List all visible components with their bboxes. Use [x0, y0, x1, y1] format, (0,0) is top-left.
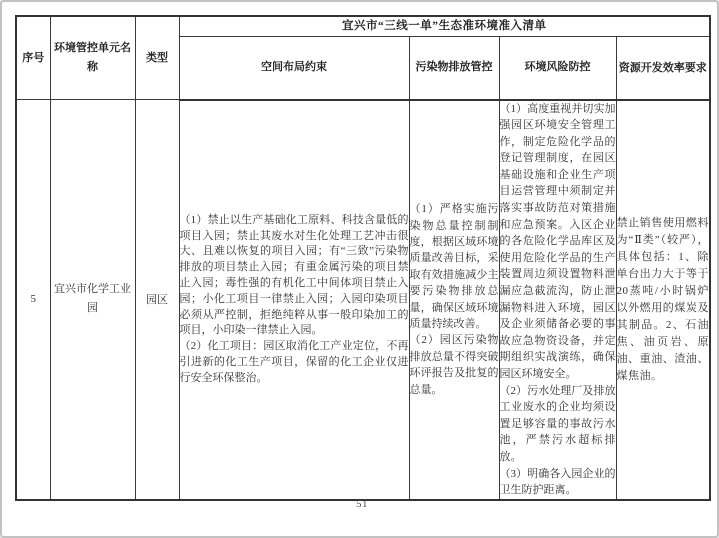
- header-row-span: [16, 16, 710, 37]
- cell-pollutant-control: [409, 100, 499, 500]
- table-row: [16, 100, 710, 500]
- cell-resource-efficiency: [616, 100, 710, 500]
- header-pollutant: 污染物排放管控: [409, 37, 499, 100]
- header-seq: 序号: [16, 16, 50, 100]
- cell-risk-prevention: [499, 100, 616, 500]
- header-unit-name: 环境管控单元名称: [50, 16, 135, 100]
- page-number: 51: [356, 498, 368, 510]
- header-spatial: 空间布局约束: [179, 37, 409, 100]
- resource-paragraph: 禁止销售使用燃料为“Ⅱ类”（较严），具体包括：1、除单台出力大于等于20蒸吨/小时锅炉以外燃用的煤炭及其制品。2、石油焦、油页岩、原油、重油、渣油、煤焦油。: [616, 216, 709, 382]
- risk-paragraph-3: （3）明确各入园企业的卫生防护距离。: [499, 467, 616, 497]
- pollutant-paragraph-1: （1）严格实施污染物总量控制制度，根据区域环境质量改善目标，采取有效措施减少主要污染物排放总量，确保区域环境质量持续改善。: [409, 203, 499, 331]
- header-type: 类型: [135, 16, 179, 100]
- cell-type: 园区: [135, 100, 179, 500]
- risk-paragraph-1: （1）高度重视并切实加强园区环境安全管理工作，制定危险化学品的登记管理制度，在园区基础设施和企业生产项目运营管理中须制定并落实事故防范对策措施和应急预案。入区企业的各危险化学品库区及使用危险化学品的生产装置周边须设置物料泄漏应急截流沟，防止泄漏物料进入环境，园区及企业须储备必要的事故应急物资设备，并定期组织实战演练，确保园区环境安全。: [499, 102, 616, 380]
- risk-paragraph-2: （2）污水处理厂及排放工业废水的企业均须设置足够容量的事故污水池，严禁污水超标排放。: [499, 384, 616, 463]
- pollutant-paragraph-2: （2）园区污染物排放总量不得突破环评报告及批复的总量。: [409, 334, 499, 396]
- admission-list-table: [15, 15, 711, 501]
- cell-unit-name: 宜兴市化学工业园: [50, 100, 135, 500]
- spatial-paragraph-1: （1）禁止以生产基础化工原料、科技含量低的项目入园；禁止其废水对生化处理工艺冲击很大、且难以恢复的项目入园；有“三致”污染物排放的项目禁止入园；有重金属污染的项目禁止入园；毒性强的有机化工中间体项目禁止入园；小化工项目一律禁止入园；入园印染项目必须从严控制，拒绝纯粹从事一般印染加工的项目，小印染一律禁止入园。: [179, 213, 409, 337]
- spatial-paragraph-2: （2）化工项目：园区取消化工产业定位，不再引进新的化工生产项目，保留的化工企业仅进行安全环保整治。: [179, 340, 409, 384]
- header-span-title: 宜兴市“三线一单”生态准环境准入清单: [179, 16, 710, 37]
- header-resource: 资源开发效率要求: [616, 37, 710, 100]
- cell-seq: 5: [16, 100, 50, 500]
- cell-spatial-constraints: [179, 100, 409, 500]
- header-risk: 环境风险防控: [499, 37, 616, 100]
